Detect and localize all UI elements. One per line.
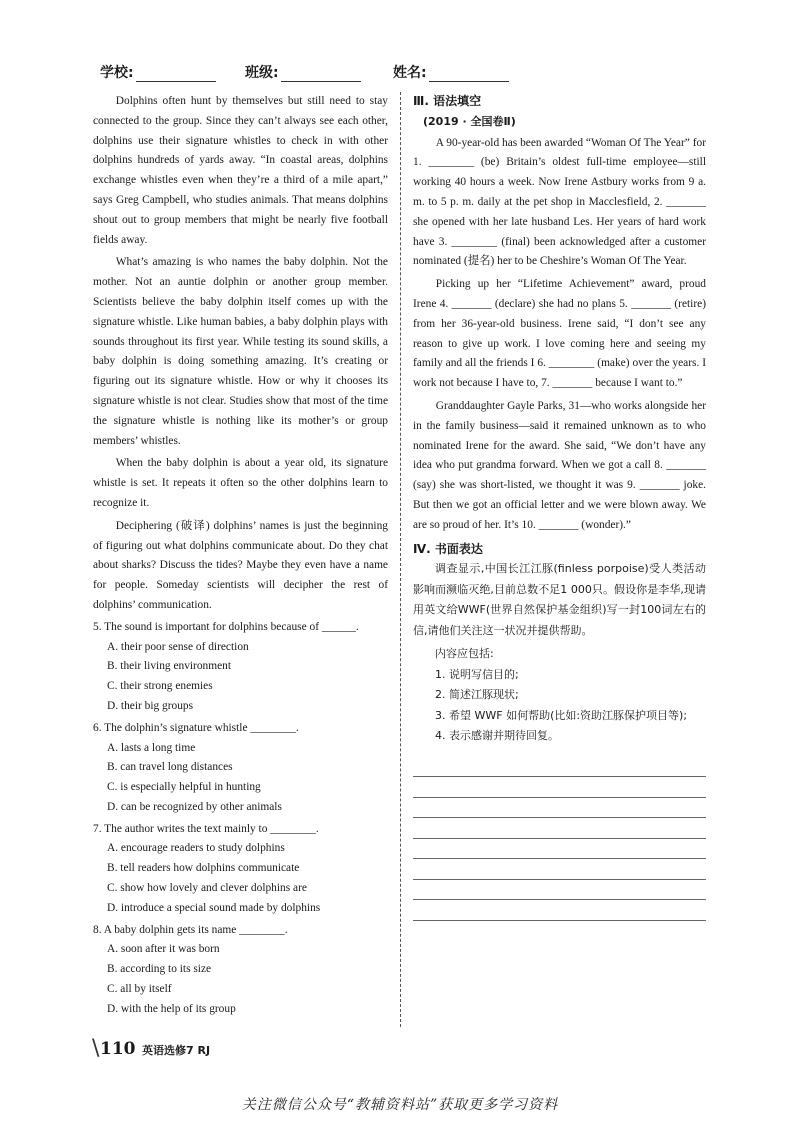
- question-7: [93, 820, 388, 919]
- name-blank[interactable]: [429, 67, 509, 82]
- footer-notice: 关注微信公众号“教辅资料站”获取更多学习资料: [241, 1097, 559, 1113]
- option-c[interactable]: C. all by itself: [107, 983, 172, 996]
- passage-paragraph: What’s amazing is who names the baby dolphin. Not the mother. Not an auntie dolphin or another group member. Scientists believe the baby dolphin itself comes up with the signature whistle. Like human babies, a baby dolphin plays with sounds throughout its first year. While testing its sound skills, a baby dolphin is doing something amazing. It’s creating or figuring out its signature whistle. How or why it chooses its signature whistle is not clear. Studies show that most of the time the signature whistle is nothing like its mother’s or group members’ whistles.: [93, 256, 388, 447]
- right-column: [413, 92, 706, 921]
- section-4-title: Ⅳ. 书面表达: [413, 541, 483, 556]
- school-label: 学校:: [100, 65, 134, 81]
- class-blank[interactable]: [281, 67, 361, 82]
- school-field: [100, 62, 216, 82]
- answer-line[interactable]: [413, 880, 706, 901]
- section-3-source: (2019 · 全国卷Ⅱ): [423, 114, 516, 128]
- option-d[interactable]: D. their big groups: [107, 699, 194, 712]
- content-item: 2. 简述江豚现状;: [435, 688, 519, 702]
- option-a[interactable]: A. soon after it was born: [107, 943, 220, 956]
- page-number: 110: [100, 1039, 136, 1059]
- option-b[interactable]: B. their living environment: [107, 660, 232, 673]
- question-8: [93, 921, 388, 1020]
- class-label: 班级:: [245, 65, 279, 81]
- question-5: [93, 618, 388, 717]
- writing-task: [413, 559, 706, 747]
- option-d[interactable]: D. can be recognized by other animals: [107, 800, 282, 813]
- writing-prompt: 调查显示,中国长江江豚(finless porpoise)受人类活动影响而濒临灭绝,目前总数不足1 000只。假设你是李华,现请用英文给WWF(世界自然保护基金组织)写一封100词左右的信,请他们关注这一状况并提供帮助。: [413, 562, 706, 637]
- question-stem: 8. A baby dolphin gets its name ________.: [93, 923, 288, 936]
- column-divider: [400, 92, 401, 1027]
- option-c[interactable]: C. show how lovely and clever dolphins are: [107, 882, 307, 895]
- footer-slash-icon: \: [92, 1036, 100, 1061]
- page-header: [100, 62, 720, 88]
- school-blank[interactable]: [136, 67, 216, 82]
- passage-paragraph: Dolphins often hunt by themselves but still need to stay connected to the group. Since they can’t always see each other, dolphins use their signature whistles to check in with other dolphins hundreds of yards away. “In coastal areas, dolphins exchange whistles even when they’re a third of a mile apart,” says Greg Campbell, who studies animals. That means dolphins shout out to group members that might be nearly five football fields away.: [93, 95, 388, 246]
- question-6: [93, 719, 388, 818]
- option-b[interactable]: B. according to its size: [107, 963, 212, 976]
- option-c[interactable]: C. is especially helpful in hunting: [107, 781, 261, 794]
- answer-line[interactable]: [413, 859, 706, 880]
- grammar-paragraph: Picking up her “Lifetime Achievement” award, proud Irene 4. _______ (declare) she had no plans 5. _______ (retire) from her 36-year-old business. Irene said, “I don’t see any reason to give up work. I love coming here and seeing my family and all the friends I 6. ________ (make) over the years. I work not because I have to, 7. _______ because I want to.”: [413, 278, 706, 390]
- content-item: 3. 希望 WWF 如何帮助(比如:资助江豚保护项目等);: [435, 708, 688, 722]
- question-stem: 6. The dolphin’s signature whistle ________.: [93, 721, 299, 734]
- content-item: 1. 说明写信目的;: [435, 667, 519, 681]
- option-c[interactable]: C. their strong enemies: [107, 680, 213, 693]
- name-label: 姓名:: [393, 65, 427, 81]
- option-d[interactable]: D. introduce a special sound made by dolphins: [107, 901, 321, 914]
- name-field: [393, 62, 509, 82]
- grammar-paragraph: A 90-year-old has been awarded “Woman Of The Year” for 1. ________ (be) Britain’s oldest full-time employee—still working 40 hours a week. Now Irene Astbury works from 9 a. m. to 5 p. m. daily at the pet shop in Macclesfield, 2. _______ she opened with her late husband Les. Her years of hard work have 3. ________ (final) been acknowledged after a customer nominated (提名) her to be Cheshire’s Woman Of The Year.: [413, 136, 706, 268]
- class-field: [245, 62, 361, 82]
- answer-line[interactable]: [413, 839, 706, 860]
- option-b[interactable]: B. can travel long distances: [107, 761, 233, 774]
- option-a[interactable]: A. encourage readers to study dolphins: [107, 842, 285, 855]
- answer-lines[interactable]: [413, 757, 706, 921]
- left-column: [93, 92, 388, 1020]
- answer-line[interactable]: [413, 777, 706, 798]
- content-label: 内容应包括:: [435, 647, 494, 661]
- passage-paragraph: When the baby dolphin is about a year old, its signature whistle is set. It repeats it often so the other dolphins learn to recognize it.: [93, 457, 388, 509]
- question-stem: 7. The author writes the text mainly to ________.: [93, 822, 319, 835]
- answer-line[interactable]: [413, 798, 706, 819]
- option-a[interactable]: A. their poor sense of direction: [107, 640, 249, 653]
- answer-line[interactable]: [413, 757, 706, 778]
- grammar-paragraph: Granddaughter Gayle Parks, 31—who works alongside her in the family business—said it remained unknown as to who nominated Irene for the award. She said, “We don’t have any idea who put grandma forward. When we got a call 8. _______ (say) she was short-listed, we thought it was 9. _______ joke. But then we got an official letter and we were blown away. We are so proud of her. It’s 10. _______ (wonder).”: [413, 399, 706, 531]
- passage-paragraph: Deciphering (破译) dolphins’ names is just the beginning of figuring out what dolphins communicate about. Do they chat about sharks? Discuss the tides? Maybe they even have a name for people. Someday scientists will decipher the rest of dolphins’ communication.: [93, 519, 388, 611]
- answer-line[interactable]: [413, 900, 706, 921]
- content-item: 4. 表示感谢并期待回复。: [435, 729, 559, 743]
- option-b[interactable]: B. tell readers how dolphins communicate: [107, 862, 300, 875]
- question-stem: 5. The sound is important for dolphins because of ______.: [93, 620, 359, 633]
- answer-line[interactable]: [413, 818, 706, 839]
- book-label: 英语选修7 RJ: [142, 1044, 211, 1057]
- option-d[interactable]: D. with the help of its group: [107, 1002, 236, 1015]
- option-a[interactable]: A. lasts a long time: [107, 741, 196, 754]
- section-3-title: Ⅲ. 语法填空: [413, 94, 482, 108]
